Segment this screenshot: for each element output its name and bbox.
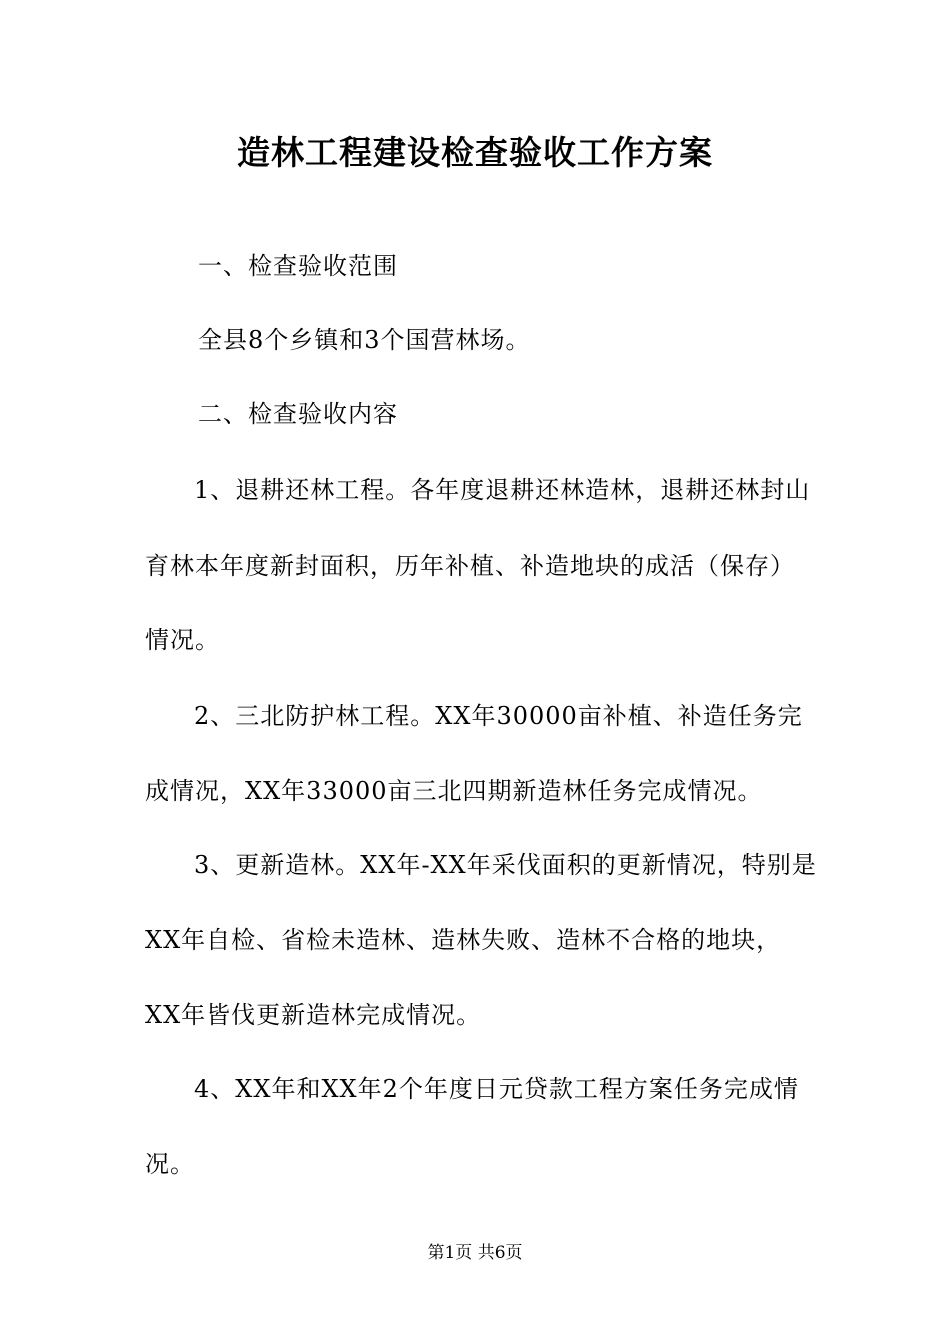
item-2-line-2: 成情况，XX年33000亩三北四期新造林任务完成情况。 [145, 777, 763, 805]
paragraph-scope: 全县8个乡镇和3个国营林场。 [198, 326, 531, 354]
item-2-line-1: 2、三北防护林工程。XX年30000亩补植、补造任务完 [194, 702, 803, 730]
page-footer: 第1页 共6页 [427, 1243, 523, 1263]
item-1-line-3: 情况。 [145, 626, 220, 654]
section-heading-content: 二、检查验收内容 [198, 400, 398, 428]
item-4-line-1: 4、XX年和XX年2个年度日元贷款工程方案任务完成情 [194, 1075, 799, 1103]
item-3-line-1: 3、更新造林。XX年-XX年采伐面积的更新情况，特别是 [194, 851, 817, 879]
item-3-line-2: XX年自检、省检未造林、造林失败、造林不合格的地块， [145, 926, 782, 954]
item-1-line-2: 育林本年度新封面积，历年补植、补造地块的成活（保存） [145, 552, 795, 580]
document-title: 造林工程建设检查验收工作方案 [237, 133, 713, 172]
item-1-line-1: 1、退耕还林工程。各年度退耕还林造林，退耕还林封山 [194, 476, 811, 504]
section-heading-scope: 一、检查验收范围 [198, 252, 398, 280]
item-3-line-3: XX年皆伐更新造林完成情况。 [145, 1001, 482, 1029]
item-4-line-2: 况。 [145, 1150, 195, 1178]
